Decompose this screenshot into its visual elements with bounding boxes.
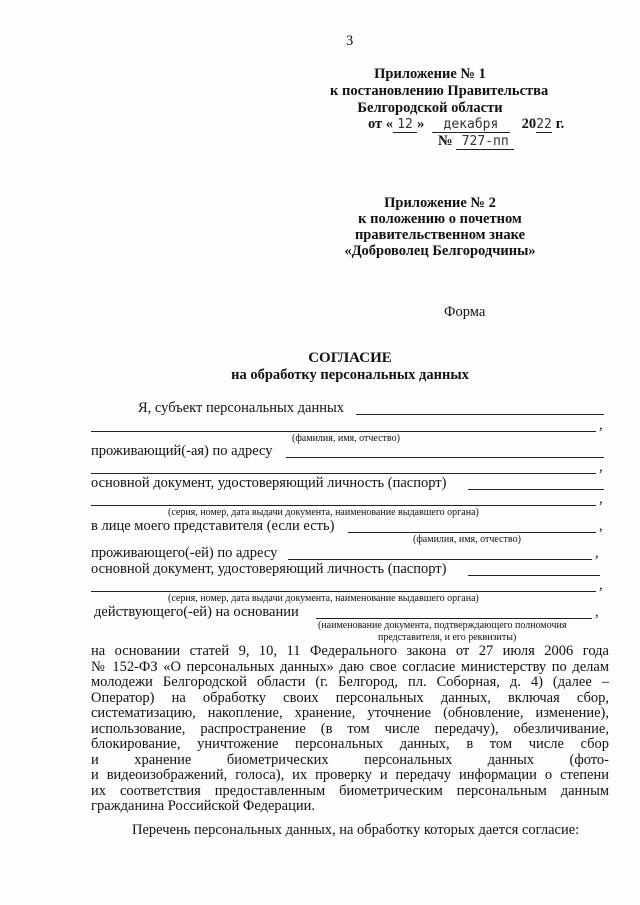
number-prefix: № [438,133,457,149]
address-line[interactable] [286,457,604,458]
document-subtitle: на обработку персональных данных [231,367,469,383]
subject-name-line[interactable] [356,414,604,415]
appendix1-date [368,116,564,133]
hint-fio: (фамилия, имя, отчество) [292,433,400,444]
date-mid: » [417,116,425,132]
appendix2-line3: правительственном знаке [354,227,526,243]
rep-passport-line-2[interactable] [91,591,596,592]
appendix1-line3: Белгородской области [357,100,503,116]
comma: , [599,417,603,433]
consent-paragraph [91,644,609,815]
body-line: на основании статей 9, 10, 11 Федерального закона от 27 июля 2006 года [91,643,609,659]
body-line: молодежи Белгородской области (г. Белгород, пл. Соборная, д. 4) (далее – [91,674,609,690]
date-prefix: от « [368,116,394,132]
appendix1-line2: к постановлению Правительства [330,83,549,99]
comma: , [595,545,599,561]
rep-address-line[interactable] [288,559,592,560]
passport-line-2[interactable] [91,505,596,506]
body-line: № 152-ФЗ «О персональных данных» даю свое согласие министерству по делам [91,658,609,675]
representative-label: в лице моего представителя (если есть) [91,518,335,534]
comma: , [599,518,603,534]
hint-basis-2: представителя, и его реквизиты) [378,632,517,643]
basis-label: действующего(-ей) на основании [94,604,299,620]
address-label: проживающий(-ая) по адресу [91,443,273,459]
rep-address-label: проживающего(-ей) по адресу [91,545,278,561]
decree-number: 727-пп [456,134,514,150]
body-line: и видеоизображений, голоса), их проверку и передачу информации о степени [91,767,609,783]
passport-label: основной документ, удостоверяющий личность (паспорт) [91,475,447,491]
list-intro: Перечень персональных данных, на обработку которых дается согласие: [132,822,580,838]
body-line: систематизацию, накопление, хранение, уточнение (обновление, изменение), [91,705,609,721]
hint-fio-2: (фамилия, имя, отчество) [413,534,521,545]
date-year-prefix: 20 [521,116,537,132]
hint-doc-2: (серия, номер, дата выдачи документа, наименование выдавшего органа) [168,593,479,604]
body-line: использование, распространение (в том числе передачу), обезличивание, [91,720,609,737]
body-line: и хранение биометрических персональных данных (фото- [91,751,609,768]
date-year-postfix: г. [552,116,565,132]
hint-doc: (серия, номер, дата выдачи документа, наименование выдавшего органа) [168,507,479,518]
subject-label: Я, субъект персональных данных [138,400,344,416]
document-title: СОГЛАСИЕ [308,350,392,366]
representative-line[interactable] [348,532,596,533]
date-day: 12 [393,117,417,133]
comma: , [599,577,603,593]
comma: , [599,491,603,507]
comma: , [595,604,599,620]
body-line: Оператор) на обработку своих персональных данных, включая сбор, [91,689,609,706]
hint-basis-1: (наименование документа, подтверждающего полномочия [318,620,567,631]
passport-line[interactable] [468,489,604,490]
rep-passport-line[interactable] [468,575,600,576]
body-line: блокирование, уничтожение персональных данных, в том числе сбор [91,736,609,752]
appendix2-line4: «Доброволец Белгородчины» [344,243,536,259]
body-line: их соответствия предоставленным биометрическим персональным данным [91,782,609,799]
basis-line[interactable] [316,618,592,619]
subject-name-line-2[interactable] [91,431,596,432]
appendix1-line1: Приложение № 1 [374,66,486,82]
form-label: Форма [444,304,486,320]
comma: , [599,459,603,475]
appendix1-number [438,133,514,150]
appendix2-line2: к положению о почетном [358,211,522,227]
date-month: декабря [432,117,510,133]
date-year: 22 [536,117,552,132]
appendix2-line1: Приложение № 2 [384,195,496,211]
rep-passport-label: основной документ, удостоверяющий личность (паспорт) [91,561,447,577]
address-line-2[interactable] [91,473,596,474]
body-line: гражданина Российской Федерации. [91,798,315,814]
page-number: 3 [346,33,354,49]
